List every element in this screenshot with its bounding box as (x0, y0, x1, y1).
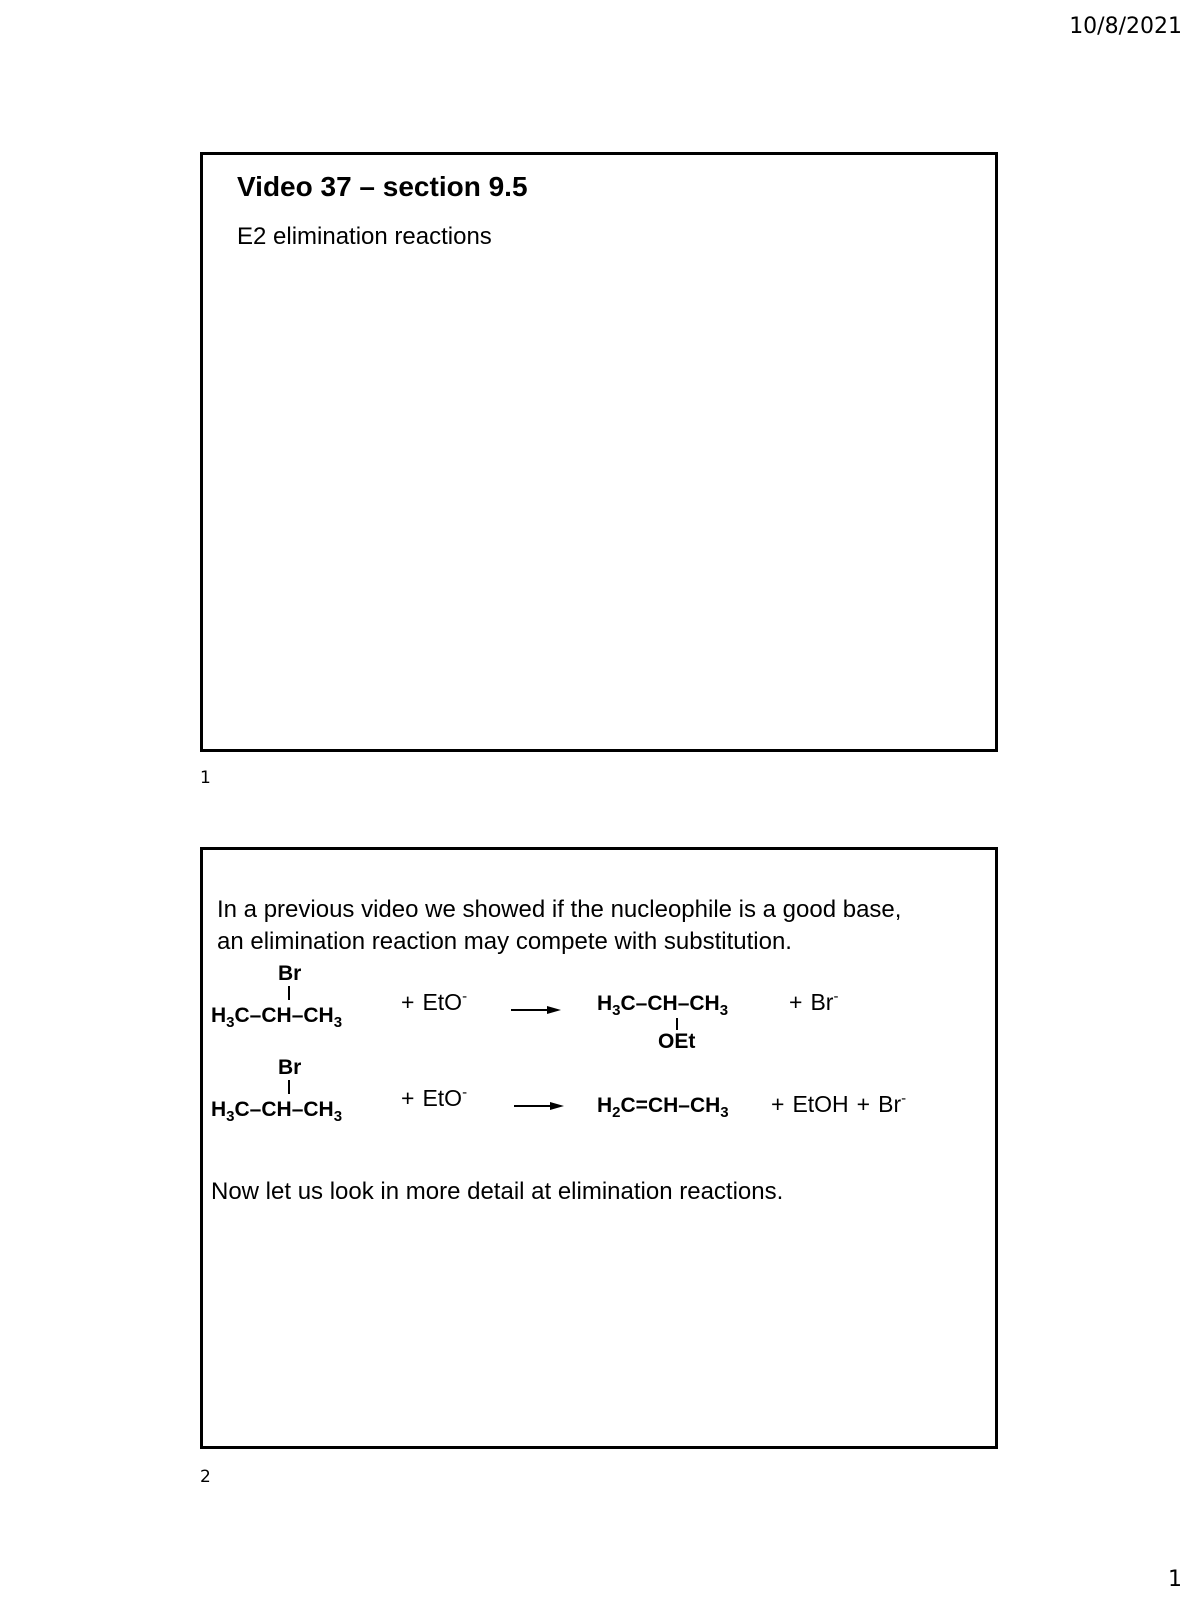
slide-1-frame (200, 152, 998, 752)
intro-line-1: In a previous video we showed if the nucleophile is a good base, (217, 896, 902, 923)
slide-outro-text: Now let us look in more detail at elimination reactions. (211, 1178, 784, 1205)
slide-2-frame (200, 847, 998, 1449)
reaction-scheme (203, 850, 1001, 1452)
page-number: 1 (1168, 1567, 1182, 1592)
reactant-substituent: Br (278, 1056, 302, 1079)
reactant-substituent: Br (278, 962, 302, 985)
byproducts: + Br- (789, 988, 839, 1015)
byproducts: + EtOH + Br- (771, 1090, 907, 1117)
header-date: 10/8/2021 (1069, 14, 1182, 39)
product-formula: $H_2C=CH-CH_3$ (597, 1094, 729, 1121)
intro-line-2: an elimination reaction may compete with substitution. (217, 928, 792, 955)
product-substituent: OEt (658, 1030, 696, 1053)
reactant-formula: $H_3C-CH-CH_3$ (211, 1098, 343, 1125)
reagent: + EtO- (401, 1084, 468, 1111)
product-formula: $H_3C-CH-CH_3$ (597, 992, 729, 1019)
reagent: + EtO- (401, 988, 468, 1015)
slide-subtitle: E2 elimination reactions (237, 223, 492, 250)
reactant-formula: $H_3C-CH-CH_3$ (211, 1004, 343, 1031)
reaction-2 (211, 1056, 906, 1125)
slide-number-2: 2 (200, 1467, 211, 1487)
arrow-head-2 (550, 1102, 564, 1110)
arrow-head-1 (547, 1006, 561, 1014)
slide-number-1: 1 (200, 768, 211, 788)
reaction-1 (211, 962, 838, 1053)
slide-title: Video 37 – section 9.5 (237, 171, 528, 202)
